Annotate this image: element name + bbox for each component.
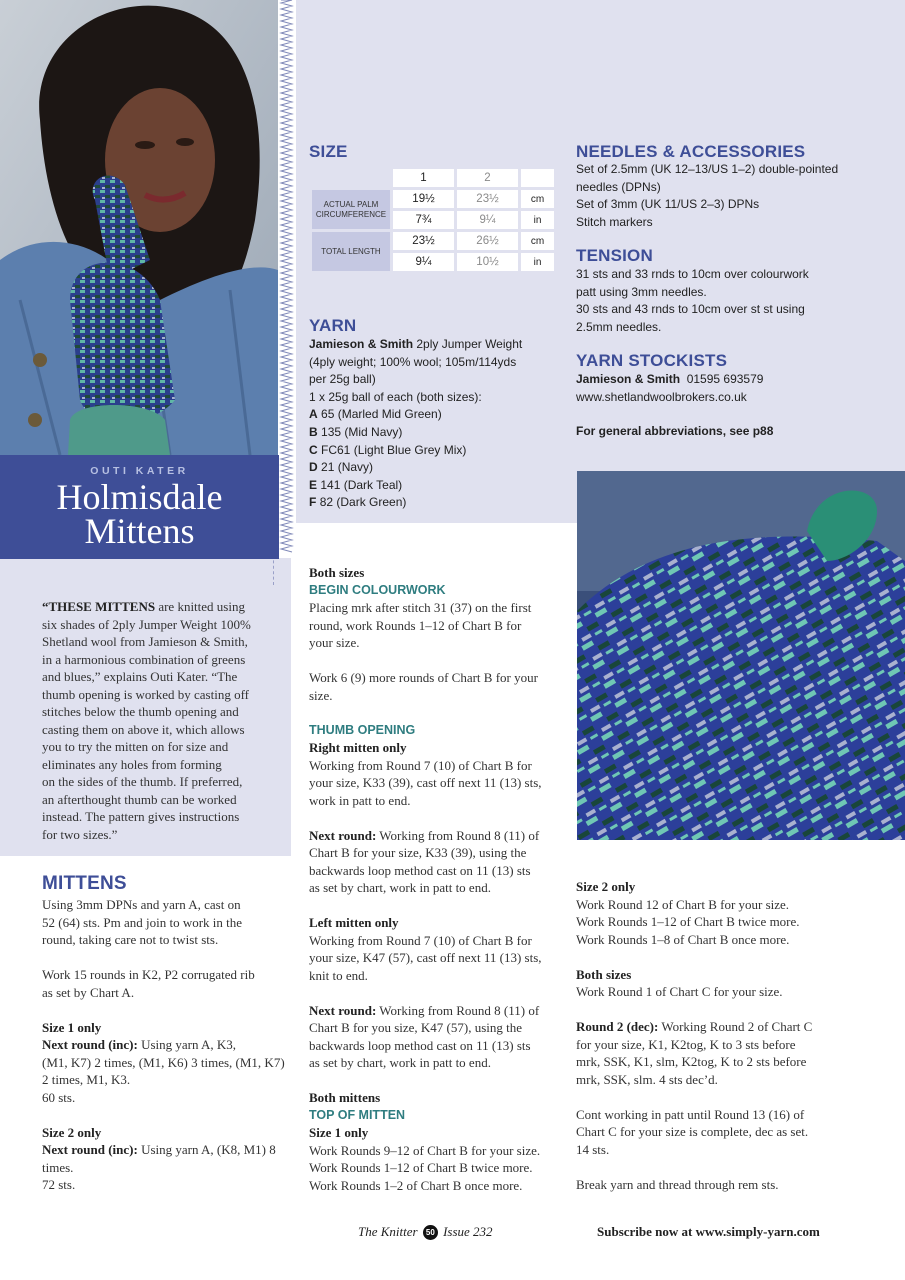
instruction-line: work in patt to end. <box>309 792 411 808</box>
intro-line: on the sides of the thumb. If preferred, <box>42 774 243 789</box>
unit-cell: in <box>521 253 554 271</box>
length-label: TOTAL LENGTH <box>312 232 390 271</box>
right-mitten-heading: Right mitten only <box>309 740 407 755</box>
stockist-name: Jamieson & Smith <box>576 372 681 386</box>
size1-heading: Size 1 only <box>42 1019 102 1035</box>
stockist-website[interactable]: www.shetlandwoolbrokers.co.uk <box>576 389 747 404</box>
mittens-line: Work 15 rounds in K2, P2 corrugated rib <box>42 967 255 982</box>
mittens-line: Using 3mm DPNs and yarn A, cast on <box>42 897 241 912</box>
needles-line: needles (DPNs) <box>576 179 661 194</box>
next-round-label: Next round: <box>309 1002 377 1018</box>
needles-heading: NEEDLES & ACCESSORIES <box>576 142 806 161</box>
left-mitten-heading: Left mitten only <box>309 915 399 930</box>
zigzag-border <box>279 0 294 555</box>
unit-cell: cm <box>521 232 554 250</box>
instruction-line: Work 6 (9) more rounds of Chart B for your <box>309 670 538 685</box>
intro-line: casting them on above it, which allows <box>42 721 245 737</box>
instruction-line: knit to end. <box>309 967 368 983</box>
yarn-qty: 1 x 25g ball of each (both sizes): <box>309 389 482 404</box>
instruction-line: Working from Round 7 (10) of Chart B for <box>309 932 532 948</box>
stockist-phone: 01595 693579 <box>686 372 764 386</box>
instruction-line: Work Rounds 9–12 of Chart B for your size. <box>309 1142 541 1158</box>
instruction-line: Work Rounds 1–12 of Chart B twice more. <box>576 914 800 929</box>
instruction-line: Work Rounds 1–2 of Chart B once more. <box>309 1177 523 1193</box>
designer-name: OUTI KATER <box>90 465 189 477</box>
next-round-label: Next round (inc): <box>42 1037 138 1052</box>
shade-letter: B <box>309 424 318 439</box>
yarn-desc: 2ply Jumper Weight <box>416 337 523 351</box>
mittens-instructions <box>42 896 292 1194</box>
mittens-line: Using yarn A, K3, <box>137 1037 237 1052</box>
table-cell: 7¾ <box>393 211 454 229</box>
tension-line: 30 sts and 43 rnds to 10cm over st st using <box>576 302 805 317</box>
tension-line: 31 sts and 33 rnds to 10cm over colourwork <box>576 267 809 281</box>
intro-line: thumb opening is worked by casting off <box>42 686 250 702</box>
thumb-opening-heading: THUMB OPENING <box>309 722 416 737</box>
mittens-line: Using yarn A, (K8, M1) 8 <box>137 1142 276 1157</box>
intro-line: six shades of 2ply Jumper Weight 100% <box>42 616 251 632</box>
intro-line: instead. The pattern gives instructions <box>42 809 240 824</box>
shade-text: 135 (Mid Navy) <box>321 424 403 439</box>
intro-line: eliminates any holes from forming <box>42 756 222 772</box>
instruction-line: mrk, SSK, slm. 4 sts dec’d. <box>576 1071 718 1087</box>
tension-heading: TENSION <box>576 246 653 265</box>
shade-text: 141 (Dark Teal) <box>320 477 403 492</box>
magazine-name: The Knitter <box>358 1224 418 1239</box>
unit-cell: cm <box>521 190 554 208</box>
page-number-badge: 50 <box>423 1225 438 1240</box>
cast-on-count: 52 <box>42 914 55 930</box>
intro-line: and blues,” explains Outi Kater. “The <box>42 669 238 684</box>
instruction-line: your size. <box>309 635 360 650</box>
instruction-line: Chart B for your size, K33 (39), using the <box>309 845 527 860</box>
mittens-line: as set by Chart A. <box>42 984 135 1000</box>
yarn-desc: per 25g ball) <box>309 372 376 387</box>
palm-label-line: CIRCUMFERENCE <box>315 209 387 219</box>
instruction-line: Work Round 12 of Chart B for your size. <box>576 896 790 912</box>
yarn-heading: YARN <box>309 316 357 335</box>
instruction-line: as set by chart, work in patt to end. <box>309 880 491 895</box>
yarn-shade <box>309 442 574 460</box>
table-cell: 23½ <box>393 232 454 250</box>
tension-line: patt using 3mm needles. <box>576 284 707 299</box>
intro-line: in a harmonious combination of greens <box>42 651 246 667</box>
issue-number: Issue 232 <box>443 1224 493 1239</box>
table-cell: 23½ <box>457 190 518 208</box>
both-mittens-heading: Both mittens <box>309 1090 381 1105</box>
intro-line: are knitted using <box>158 599 245 614</box>
next-round-label: Next round (inc): <box>42 1142 138 1157</box>
mittens-line: (M1, K7) 2 times, (M1, K6) 3 times, (M1, K7) <box>42 1054 285 1070</box>
palm-label-line: ACTUAL PALM <box>323 200 379 209</box>
table-cell: 19½ <box>393 190 454 208</box>
mittens-line: 2 times, M1, K3. <box>42 1072 131 1087</box>
intro-line: stitches below the thumb opening and <box>42 704 239 719</box>
yarn-brand: Jamieson & Smith <box>309 337 414 351</box>
intro-line: Shetland wool from Jamieson & Smith, <box>42 634 248 649</box>
abbreviations-note: For general abbreviations, see p88 <box>576 424 774 438</box>
instruction-line: Chart B for you size, K47 (57), using the <box>309 1020 523 1035</box>
instruction-line: Break yarn and thread through rem sts. <box>576 1176 779 1192</box>
table-cell: 26½ <box>457 232 518 250</box>
needles-list <box>576 161 896 231</box>
instruction-line: Working from Round 8 (11) of <box>376 827 540 843</box>
footer-magazine <box>358 1224 493 1240</box>
intro-line: for two sizes.” <box>42 826 118 842</box>
mittens-line: round, taking care not to twist sts. <box>42 932 219 947</box>
needles-line: Set of 3mm (UK 11/US 2–3) DPNs <box>576 197 760 212</box>
yarn-shade <box>309 424 574 442</box>
instruction-line: backwards loop method cast on 11 (13) sts <box>309 862 531 878</box>
instruction-line: Working Round 2 of Chart C <box>658 1019 813 1034</box>
needles-line: Set of 2.5mm (UK 12–13/US 1–2) double-pointed <box>576 162 839 176</box>
instruction-line: Working from Round 8 (11) of <box>376 1002 540 1018</box>
size1-heading: Size 1 only <box>309 1125 369 1140</box>
size2-heading: Size 2 only <box>42 1124 102 1140</box>
mittens-line: 72 sts. <box>42 1177 76 1192</box>
palm-label <box>312 190 390 229</box>
intro-lead: “THESE MITTENS <box>42 599 156 614</box>
instruction-line: your size, K47 (57), cast off next 11 (13) sts, <box>309 950 542 965</box>
unit-cell: in <box>521 211 554 229</box>
instruction-line: Work Rounds 1–8 of Chart B once more. <box>576 931 790 947</box>
next-round-label: Next round: <box>309 827 377 843</box>
yarn-desc: (4ply weight; 100% wool; 105m/114yds <box>309 354 517 369</box>
intro-line: an afterthought thumb can be worked <box>42 791 237 807</box>
size-table <box>309 166 557 274</box>
instruction-line: size. <box>309 687 333 703</box>
yarn-shade <box>309 459 574 477</box>
intro-line: you to try the mitten on for size and <box>42 739 229 754</box>
stockists-heading: YARN STOCKISTS <box>576 351 728 370</box>
size-heading: SIZE <box>309 142 348 161</box>
mittens-heading: MITTENS <box>42 873 127 894</box>
size2-heading: Size 2 only <box>576 879 636 894</box>
colourwork-instructions <box>309 564 571 1194</box>
instruction-line: Working from Round 7 (10) of Chart B for <box>309 757 532 773</box>
instruction-line: Placing mrk after stitch 31 (37) on the first <box>309 600 532 615</box>
mittens-line: times. <box>42 1159 74 1175</box>
stockists-text <box>576 371 896 406</box>
instruction-line: round, work Rounds 1–12 of Chart B for <box>309 617 522 633</box>
both-sizes-heading: Both sizes <box>576 966 632 982</box>
shade-letter: F <box>309 495 317 510</box>
subscribe-link[interactable]: Subscribe now at www.simply-yarn.com <box>597 1224 820 1239</box>
shade-text: 21 (Navy) <box>321 460 374 475</box>
pattern-title <box>0 477 279 551</box>
shade-letter: A <box>309 407 318 422</box>
instruction-line: mrk, SSK, K1, slm, K2tog, K to 2 sts before <box>576 1054 807 1069</box>
instruction-line: backwards loop method cast on 11 (13) sts <box>309 1037 531 1053</box>
instruction-line: Work Rounds 1–12 of Chart B twice more. <box>309 1160 533 1175</box>
both-sizes-heading: Both sizes <box>309 565 365 580</box>
table-cell: 9¼ <box>457 211 518 229</box>
instruction-line: 14 sts. <box>576 1141 610 1157</box>
table-cell: 9¼ <box>393 253 454 271</box>
yarn-shade <box>309 494 574 512</box>
shade-letter: C <box>309 442 318 457</box>
instruction-line: Chart C for your size is complete, dec as set. <box>576 1124 809 1139</box>
shade-letter: D <box>309 460 318 475</box>
yarn-shade <box>309 477 574 495</box>
instruction-line: Work Round 1 of Chart C for your size. <box>576 984 783 999</box>
unit-header <box>521 169 554 187</box>
table-cell: 10½ <box>457 253 518 271</box>
round-2-label: Round 2 (dec): <box>576 1019 659 1034</box>
dashed-rule <box>273 555 274 585</box>
instruction-line: for your size, K1, K2tog, K to 3 sts before <box>576 1036 796 1052</box>
tension-line: 2.5mm needles. <box>576 319 662 334</box>
table-corner <box>312 169 390 187</box>
yarn-shade <box>309 406 574 424</box>
title-line-2: Mittens <box>84 511 195 551</box>
mittens-line: 60 sts. <box>42 1089 76 1105</box>
size-1-header: 1 <box>393 169 454 187</box>
shade-text: 65 (Marled Mid Green) <box>321 407 442 422</box>
mittens-line: (64) sts. Pm and join to work in the <box>58 914 243 930</box>
shade-letter: E <box>309 477 318 492</box>
shade-text: FC61 (Light Blue Grey Mix) <box>321 442 467 457</box>
size-2-header: 2 <box>457 169 518 187</box>
yarn-details <box>309 336 574 512</box>
instruction-line: Cont working in patt until Round 13 (16) of <box>576 1106 805 1122</box>
mitten-closeup-photo <box>577 471 905 840</box>
begin-colourwork-heading: BEGIN COLOURWORK <box>309 582 446 597</box>
tension-text <box>576 266 896 336</box>
instruction-line: as set by chart, work in patt to end. <box>309 1055 491 1070</box>
title-line-1: Holmisdale <box>56 477 223 517</box>
decrease-instructions <box>576 878 896 1193</box>
instruction-line: your size, K33 (39), cast off next 11 (13) sts, <box>309 775 542 790</box>
needles-line: Stitch markers <box>576 214 653 229</box>
model-photo <box>0 0 278 455</box>
top-of-mitten-heading: TOP OF MITTEN <box>309 1107 406 1122</box>
intro-paragraph <box>42 598 282 843</box>
shade-text: 82 (Dark Green) <box>319 495 407 510</box>
